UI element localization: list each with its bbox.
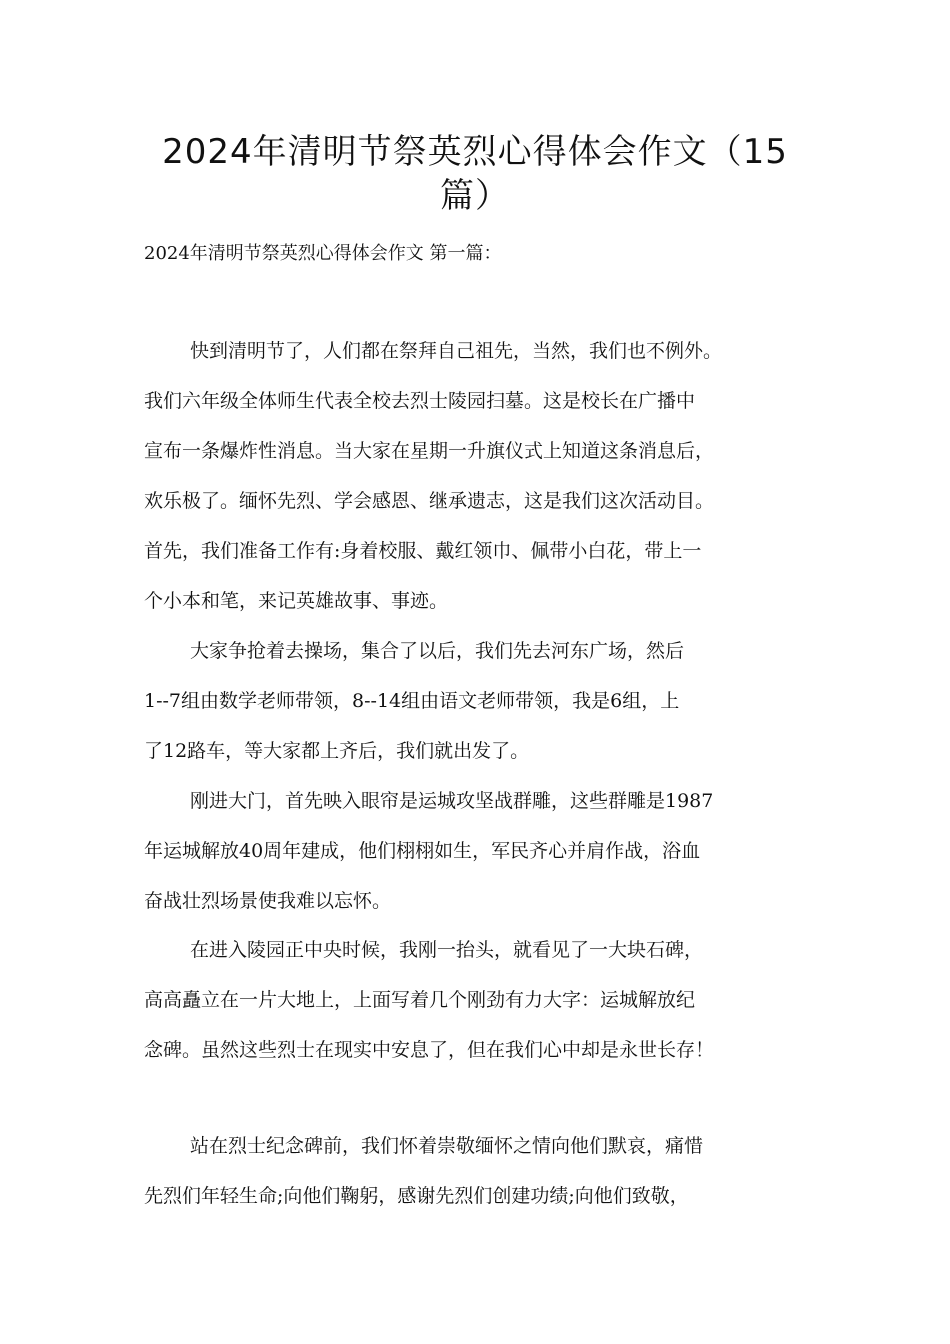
paragraph-line: 大家争抢着去操场，集合了以后，我们先去河东广场，然后	[190, 640, 685, 662]
paragraph-line: 了12路车，等大家都上齐后，我们就出发了。	[144, 740, 530, 762]
paragraph-line: 在进入陵园正中央时候，我刚一抬头，就看见了一大块石碑，	[190, 939, 704, 961]
paragraph-line: 先烈们年轻生命;向他们鞠躬，感谢先烈们创建功绩;向他们致敬，	[144, 1185, 689, 1207]
title-line-1: 2024年清明节祭英烈心得体会作文（15	[162, 132, 788, 172]
section-heading: 2024年清明节祭英烈心得体会作文 第一篇：	[144, 243, 502, 264]
paragraph-line: 快到清明节了，人们都在祭拜自己祖先，当然，我们也不例外。	[190, 340, 723, 362]
paragraph-line: 年运城解放40周年建成，他们栩栩如生，军民齐心并肩作战，浴血	[144, 840, 701, 862]
paragraph-line: 奋战壮烈场景使我难以忘怀。	[144, 890, 392, 912]
title-line-2: 篇）	[440, 176, 510, 216]
paragraph-line: 刚进大门，首先映入眼帘是运城攻坚战群雕，这些群雕是1987	[190, 790, 714, 812]
paragraph-line: 宣布一条爆炸性消息。当大家在星期一升旗仪式上知道这条消息后，	[144, 440, 715, 462]
paragraph-line: 欢乐极了。缅怀先烈、学会感恩、继承遗志，这是我们这次活动目。	[144, 490, 715, 512]
paragraph-2	[144, 626, 844, 776]
paragraph-1	[144, 326, 844, 626]
paragraph-line: 首先，我们准备工作有:身着校服、戴红领巾、佩带小白花，带上一	[144, 540, 702, 562]
paragraph-line: 站在烈士纪念碑前，我们怀着崇敬缅怀之情向他们默哀，痛惜	[190, 1135, 704, 1157]
paragraph-line: 个小本和笔，来记英雄故事、事迹。	[144, 590, 449, 612]
document-title	[120, 130, 830, 218]
paragraph-line: 1--7组由数学老师带领，8--14组由语文老师带领，我是6组，上	[144, 690, 680, 712]
paragraph-line: 念碑。虽然这些烈士在现实中安息了，但在我们心中却是永世长存！	[144, 1039, 715, 1061]
paragraph-3	[144, 776, 844, 926]
paragraph-line: 我们六年级全体师生代表全校去烈士陵园扫墓。这是校长在广播中	[144, 390, 696, 412]
paragraph-5	[144, 1121, 844, 1221]
paragraph-4	[144, 925, 844, 1075]
paragraph-line: 高高矗立在一片大地上，上面写着几个刚劲有力大字：运城解放纪	[144, 989, 696, 1011]
